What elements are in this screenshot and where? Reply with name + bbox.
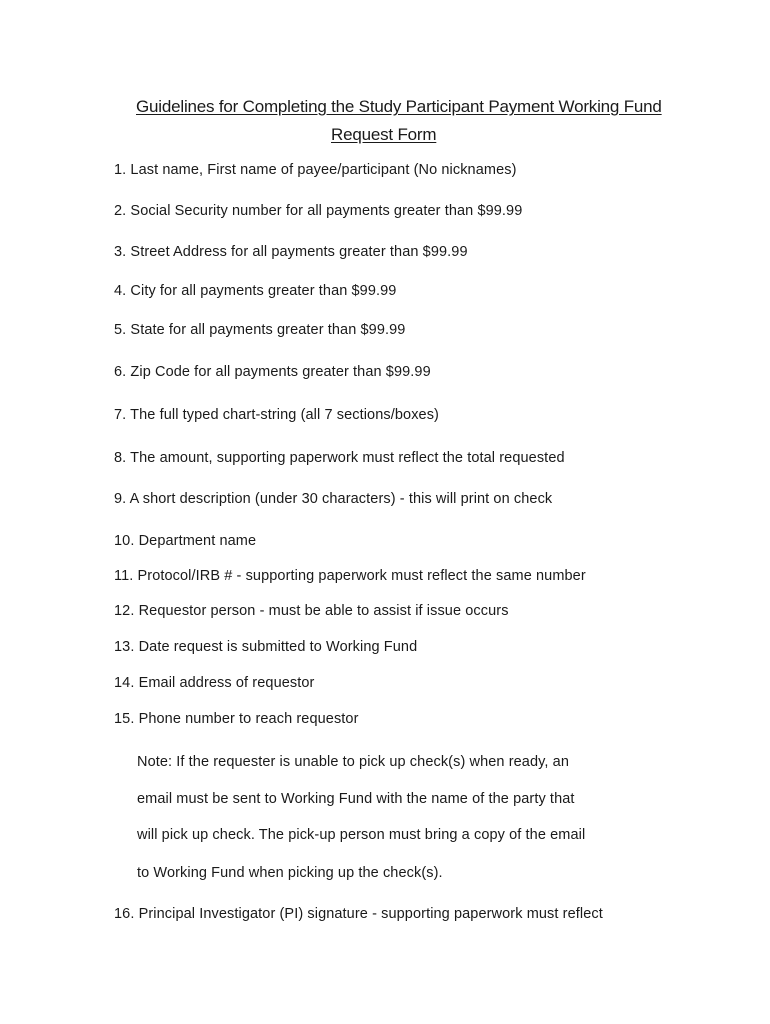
list-item-4: 4. City for all payments greater than $99.99 xyxy=(114,283,397,299)
list-item-7: 7. The full typed chart-string (all 7 sections/boxes) xyxy=(114,407,439,423)
list-item-15: 15. Phone number to reach requestor xyxy=(114,711,359,727)
list-item-6: 6. Zip Code for all payments greater than $99.99 xyxy=(114,364,431,380)
list-item-5: 5. State for all payments greater than $99.99 xyxy=(114,322,406,338)
list-item-14: 14. Email address of requestor xyxy=(114,675,315,691)
note-line-4: to Working Fund when picking up the check(s). xyxy=(137,865,443,881)
document-title-line-2: Request Form xyxy=(331,125,437,144)
list-item-2: 2. Social Security number for all payments greater than $99.99 xyxy=(114,203,523,219)
list-item-1: 1. Last name, First name of payee/participant (No nicknames) xyxy=(114,162,517,178)
document-title-line-1: Guidelines for Completing the Study Participant Payment Working Fund xyxy=(136,97,662,116)
list-item-16: 16. Principal Investigator (PI) signature - supporting paperwork must reflect xyxy=(114,906,603,922)
list-item-8: 8. The amount, supporting paperwork must reflect the total requested xyxy=(114,450,565,466)
list-item-12: 12. Requestor person - must be able to assist if issue occurs xyxy=(114,603,509,619)
note-line-3: will pick up check. The pick-up person must bring a copy of the email xyxy=(137,827,586,843)
list-item-13: 13. Date request is submitted to Working Fund xyxy=(114,639,418,655)
list-item-11: 11. Protocol/IRB # - supporting paperwork must reflect the same number xyxy=(114,568,586,584)
note-line-1: Note: If the requester is unable to pick up check(s) when ready, an xyxy=(137,754,569,770)
list-item-10: 10. Department name xyxy=(114,533,257,549)
list-item-9: 9. A short description (under 30 characters) - this will print on check xyxy=(114,491,553,507)
note-line-2: email must be sent to Working Fund with the name of the party that xyxy=(137,791,575,807)
list-item-3: 3. Street Address for all payments greater than $99.99 xyxy=(114,244,468,260)
